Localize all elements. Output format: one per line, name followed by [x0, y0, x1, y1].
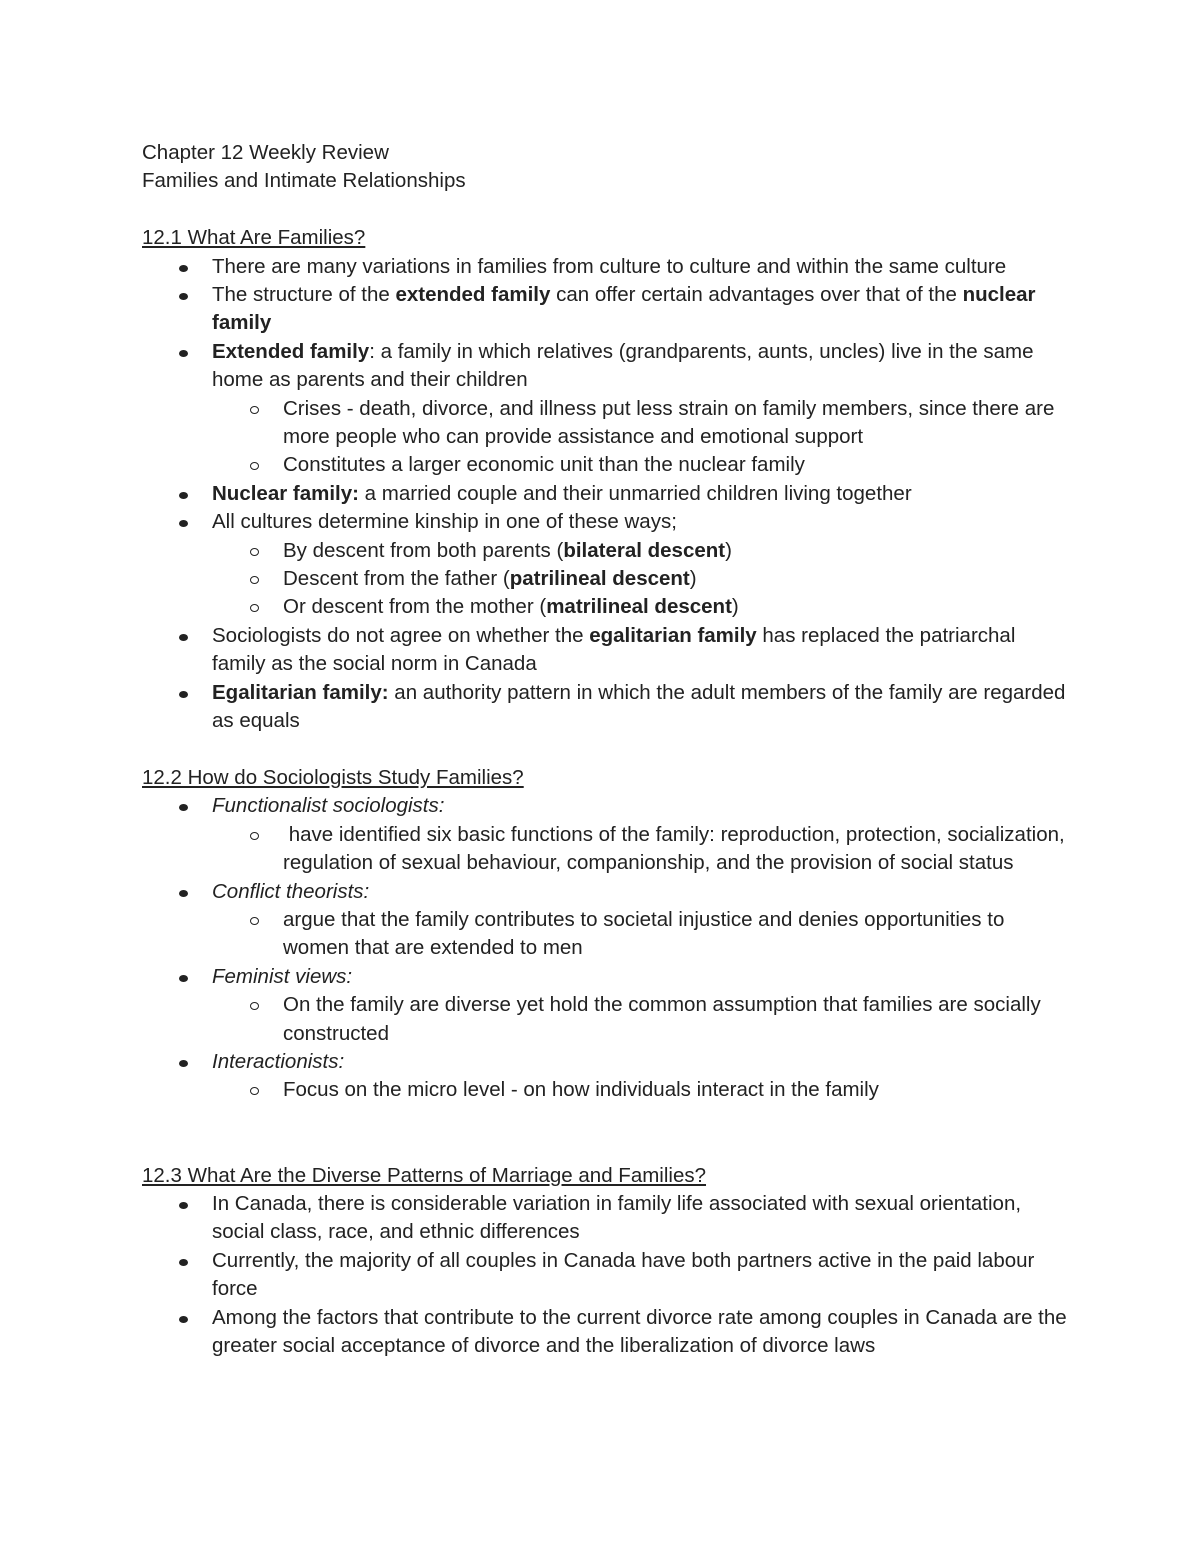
sub-list	[212, 537, 1072, 622]
spacer	[142, 736, 1072, 764]
sub-list-item-text: have identified six basic functions of the family: reproduction, protection, socialization, regulation of sexual behaviour, companionship, and the provision of social status	[283, 822, 1071, 875]
sub-list-item-text: Crises - death, divorce, and illness put less strain on family members, since there are more people who can provide assistance and emotional support	[283, 396, 1055, 449]
bullet-icon	[179, 691, 188, 698]
sub-list-item	[283, 395, 1072, 452]
list-item	[212, 963, 1072, 1048]
term-bilateral-descent: bilateral descent	[563, 538, 726, 562]
hollow-bullet-icon	[250, 832, 259, 840]
sub-list	[212, 821, 1072, 878]
list-item-text: There are many variations in families from culture to culture and within the same culture	[212, 254, 1007, 278]
list-item	[212, 480, 1072, 508]
hollow-bullet-icon	[250, 576, 259, 584]
sub-list-item-text: Focus on the micro level - on how individuals interact in the family	[283, 1078, 879, 1102]
definition-text: : a family in which relatives (grandparents, aunts, uncles) live in the same home as parents and their children	[212, 339, 1034, 392]
list-item	[212, 508, 1072, 622]
sub-list	[212, 395, 1072, 480]
list-item-text: In Canada, there is considerable variation in family life associated with sexual orientation, social class, race, and ethnic differences	[212, 1191, 1022, 1244]
sub-list-item-text: )	[731, 595, 739, 619]
term-extended-family: extended family	[395, 283, 551, 307]
term-nuclear-family: Nuclear family:	[212, 481, 359, 505]
sub-list-item-text: argue that the family contributes to societal injustice and denies opportunities to women that are extended to men	[283, 907, 1005, 960]
perspective-label: Functionalist sociologists:	[212, 794, 445, 818]
perspective-label: Conflict theorists:	[212, 879, 370, 903]
list-item-text: The structure of the	[212, 283, 396, 307]
term-egalitarian-family: Egalitarian family:	[212, 680, 389, 704]
list-item	[212, 1190, 1072, 1247]
sub-list-item	[283, 991, 1072, 1048]
sub-list-item-text: )	[725, 538, 732, 562]
sub-list-item	[283, 593, 1072, 621]
list-item	[212, 1247, 1072, 1304]
definition-text: an authority pattern in which the adult members of the family are regarded as equals	[212, 680, 1066, 733]
definition-text: a married couple and their unmarried children living together	[358, 481, 912, 505]
section-12-3-list	[142, 1190, 1072, 1360]
spacer	[142, 196, 1072, 224]
list-item	[212, 1304, 1072, 1361]
sub-list-item	[283, 565, 1072, 593]
perspective-label: Interactionists:	[212, 1049, 345, 1073]
list-item-text: has replaced the patriarchal family as the social norm in Canada	[212, 623, 1016, 676]
hollow-bullet-icon	[250, 1002, 259, 1010]
bullet-icon	[179, 804, 188, 811]
list-item-text: Sociologists do not agree on whether the	[212, 623, 590, 647]
section-heading-12-3: 12.3 What Are the Diverse Patterns of Marriage and Families?	[142, 1163, 707, 1187]
bullet-icon	[179, 975, 188, 982]
section-heading-12-1: 12.1 What Are Families?	[142, 226, 366, 250]
hollow-bullet-icon	[250, 462, 259, 470]
sub-list-item	[283, 821, 1072, 878]
bullet-icon	[179, 890, 188, 897]
sub-list-item-text: Or descent from the mother (	[283, 595, 547, 619]
sub-list-item	[283, 1076, 1072, 1104]
list-item	[212, 792, 1072, 877]
sub-list	[212, 1076, 1072, 1104]
hollow-bullet-icon	[250, 1087, 259, 1095]
list-item	[212, 338, 1072, 480]
list-item	[212, 1048, 1072, 1105]
term-extended-family: Extended family	[212, 339, 370, 363]
sub-list-item	[283, 537, 1072, 565]
term-nuclear-family: nuclear family	[212, 283, 1036, 335]
term-matrilineal-descent: matrilineal descent	[546, 595, 732, 619]
term-egalitarian-family: egalitarian family	[589, 623, 757, 647]
sub-list	[212, 906, 1072, 963]
list-item	[212, 253, 1072, 281]
sub-list	[212, 991, 1072, 1048]
document-title: Chapter 12 Weekly Review	[142, 141, 389, 164]
bullet-icon	[179, 1259, 188, 1266]
bullet-icon	[179, 293, 188, 300]
bullet-icon	[179, 492, 188, 499]
bullet-icon	[179, 1202, 188, 1209]
bullet-icon	[179, 350, 188, 357]
bullet-icon	[179, 634, 188, 641]
sub-list-item	[283, 451, 1072, 479]
list-item-text: All cultures determine kinship in one of these ways;	[212, 510, 677, 534]
section-12-2-list	[142, 792, 1072, 1104]
section-heading-12-2: 12.2 How do Sociologists Study Families?	[142, 765, 524, 789]
list-item	[212, 281, 1072, 338]
sub-list-item-text: On the family are diverse yet hold the common assumption that families are socially constructed	[283, 993, 1041, 1045]
hollow-bullet-icon	[250, 917, 259, 925]
sub-list-item	[283, 906, 1072, 963]
list-item-text: Among the factors that contribute to the current divorce rate among couples in Canada are the greater social acceptance of divorce and the liberalization of divorce laws	[212, 1305, 1067, 1358]
spacer	[142, 1105, 1072, 1162]
term-patrilineal-descent: patrilineal descent	[509, 567, 690, 591]
sub-list-item-text: Constitutes a larger economic unit than the nuclear family	[283, 453, 805, 477]
bullet-icon	[179, 520, 188, 527]
list-item-text: Currently, the majority of all couples in Canada have both partners active in the paid labour force	[212, 1248, 1035, 1301]
list-item	[212, 622, 1072, 679]
document-subtitle: Families and Intimate Relationships	[142, 169, 466, 193]
sub-list-item-text: Descent from the father (	[283, 567, 510, 591]
bullet-icon	[179, 265, 188, 272]
bullet-icon	[179, 1060, 188, 1067]
list-item	[212, 679, 1072, 736]
hollow-bullet-icon	[250, 548, 259, 556]
sub-list-item-text: )	[689, 567, 697, 591]
bullet-icon	[179, 1316, 188, 1323]
hollow-bullet-icon	[250, 604, 259, 612]
list-item-text: can offer certain advantages over that of the	[550, 283, 963, 307]
list-item	[212, 878, 1072, 963]
sub-list-item-text: By descent from both parents (	[283, 538, 564, 562]
document-page	[142, 139, 1072, 1360]
section-12-1-list	[142, 253, 1072, 736]
hollow-bullet-icon	[250, 406, 259, 414]
perspective-label: Feminist views:	[212, 964, 353, 988]
